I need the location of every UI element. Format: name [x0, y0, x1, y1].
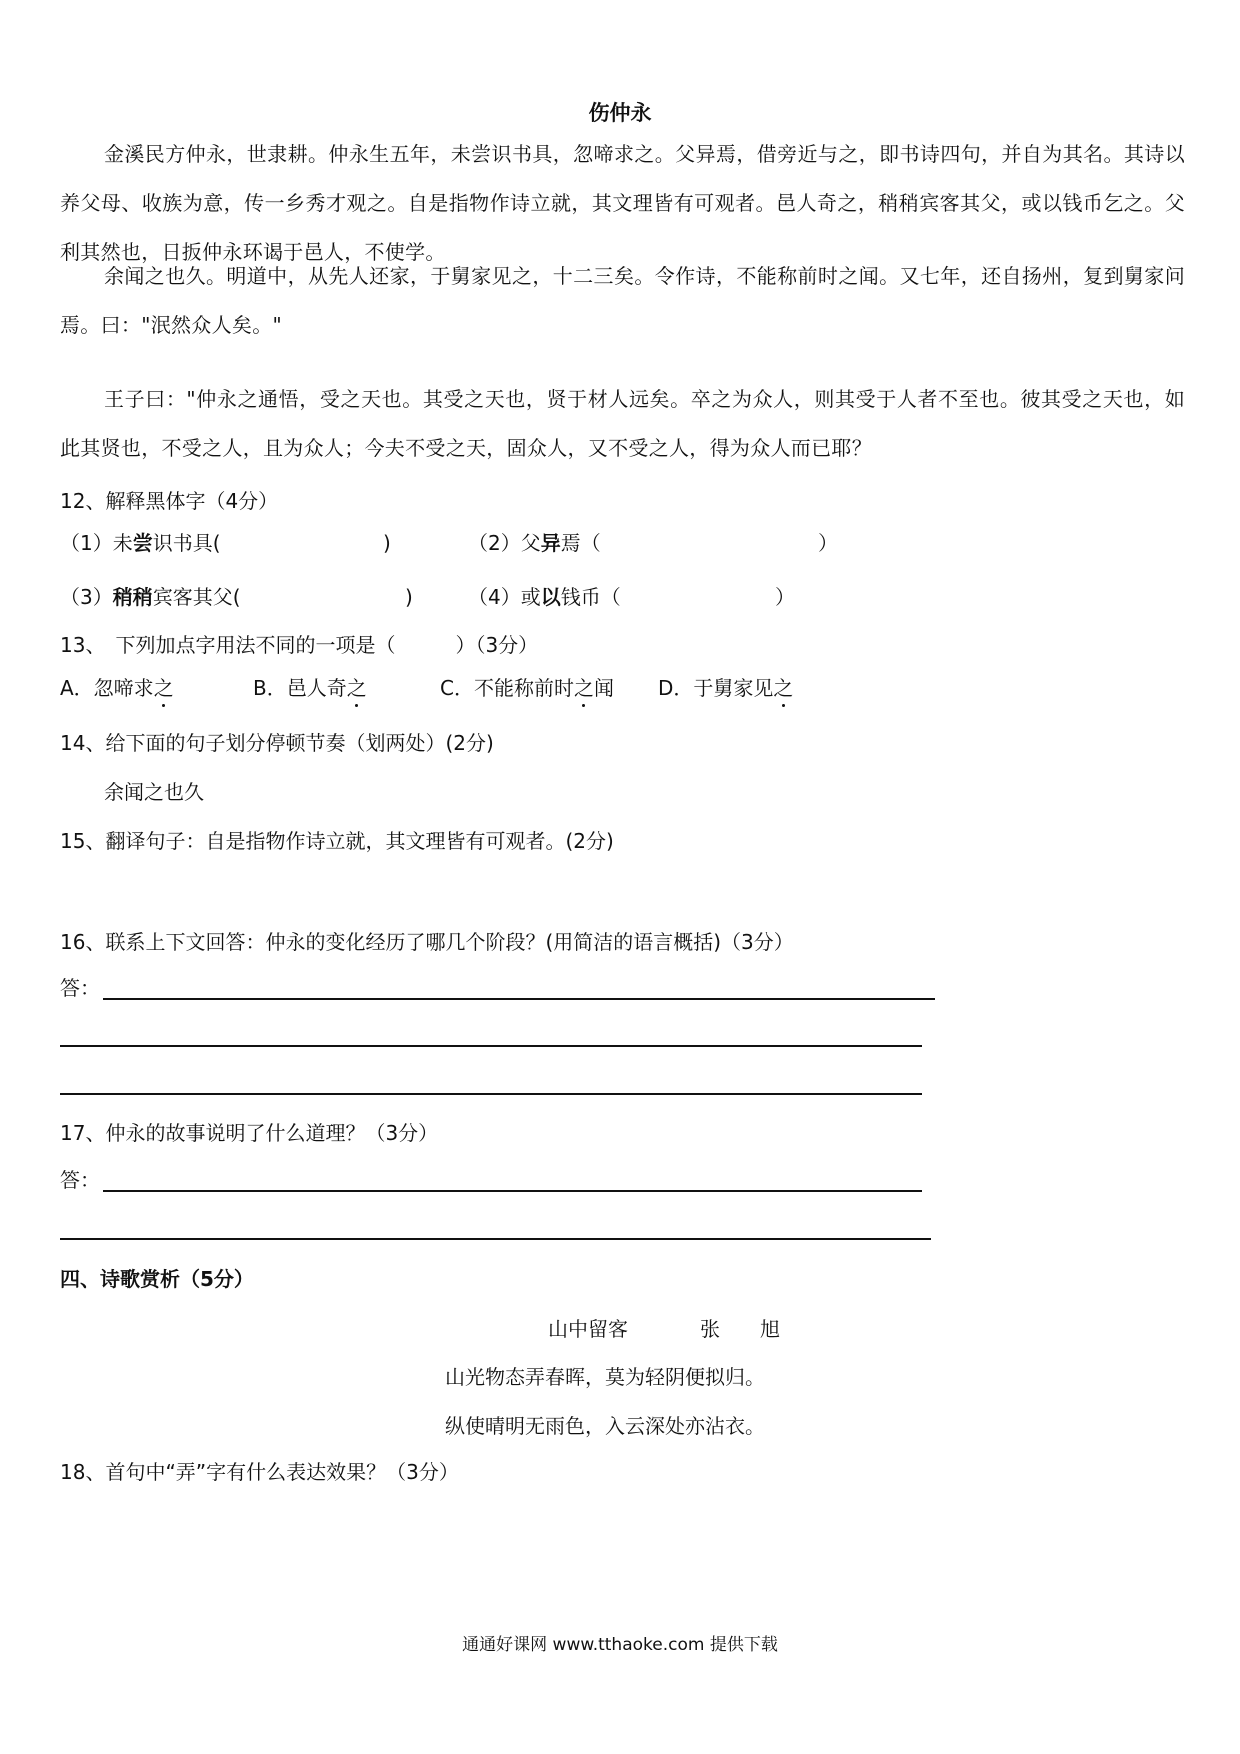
q12-item-2-close: ）	[818, 531, 838, 555]
question-17-stem: 17、仲永的故事说明了什么道理？（3分）	[60, 1121, 439, 1145]
bold-word: 异	[540, 531, 561, 555]
bold-word: 稍稍	[112, 585, 153, 609]
q17-answer-label: 答：	[60, 1168, 100, 1192]
passage-paragraph-3: 王子曰："仲永之通悟，受之天也。其受之天也，贤于材人远矣。卒之为众人，则其受于人者不至也。彼其受之天也，如此其贤也，不受之人，且为众人；今夫不受之天，固众人，又不受之人，得为众人而已耶？	[60, 387, 1185, 460]
q16-answer-label: 答：	[60, 976, 100, 1000]
question-18-stem: 18、首句中“弄”字有什么表达效果？（3分）	[60, 1460, 459, 1484]
section-heading: 四、诗歌赏析（5分）	[60, 1267, 254, 1291]
dotted-char: 之	[346, 676, 367, 700]
dotted-char: 之	[773, 676, 794, 700]
poem-author: 张 旭	[700, 1317, 780, 1341]
q12-item-1: （1）未尝识书具(	[60, 531, 221, 555]
q12-item-3: （3）稍稍宾客其父(	[60, 585, 241, 609]
q14-sentence: 余闻之也久	[104, 780, 204, 804]
question-15-stem: 15、翻译句子：自是指物作诗立就，其文理皆有可观者。(2分)	[60, 829, 614, 853]
question-12-stem: 12、解释黑体字（4分）	[60, 489, 279, 513]
q13-option-d: D．于舅家见之	[658, 676, 794, 700]
question-16-stem: 16、联系上下文回答：仲永的变化经历了哪几个阶段？(用简洁的语言概括)（3分）	[60, 930, 794, 954]
dotted-char: 之	[153, 676, 174, 700]
passage-title: 伤仲永	[588, 101, 652, 125]
page-footer: 通通好课网 www.tthaoke.com 提供下载	[462, 1635, 778, 1655]
answer-line[interactable]	[60, 1045, 922, 1047]
answer-line[interactable]	[60, 1238, 931, 1240]
q13-option-c: C．不能称前时之闻	[440, 676, 614, 700]
answer-line[interactable]	[60, 1093, 922, 1095]
q12-item-3-close: )	[405, 585, 413, 609]
dotted-char: 之	[573, 676, 594, 700]
answer-line[interactable]	[103, 1190, 922, 1192]
poem-title: 山中留客	[548, 1317, 628, 1341]
passage-paragraph-2: 余闻之也久。明道中，从先人还家，于舅家见之，十二三矣。令作诗，不能称前时之闻。又七年，还自扬州，复到舅家问焉。曰："泯然众人矣。"	[60, 264, 1185, 337]
poem-line: 山光物态弄春晖，莫为轻阴便拟归。	[445, 1365, 765, 1389]
answer-line[interactable]	[103, 998, 935, 1000]
poem-line: 纵使晴明无雨色，入云深处亦沾衣。	[445, 1414, 765, 1438]
passage-paragraph-1: 金溪民方仲永，世隶耕。仲永生五年，未尝识书具，忽啼求之。父异焉，借旁近与之，即书诗四句，并自为其名。其诗以养父母、收族为意，传一乡秀才观之。自是指物作诗立就，其文理皆有可观者。邑人奇之，稍稍宾客其父，或以钱币乞之。父利其然也，日扳仲永环谒于邑人，不使学。	[60, 142, 1185, 264]
bold-word: 以	[540, 585, 561, 609]
q12-item-4-close: ）	[775, 585, 795, 609]
question-13-stem: 13、 下列加点字用法不同的一项是（ ）（3分）	[60, 633, 539, 657]
q12-item-1-close: )	[383, 531, 391, 555]
q13-option-a: A．忽啼求之	[60, 676, 174, 700]
q12-item-2: （2）父异焉（	[468, 531, 601, 555]
question-14-stem: 14、给下面的句子划分停顿节奏（划两处）(2分)	[60, 731, 494, 755]
q13-option-b: B．邑人奇之	[253, 676, 367, 700]
bold-word: 尝	[132, 531, 153, 555]
q12-item-4: （4）或以钱币（	[468, 585, 621, 609]
